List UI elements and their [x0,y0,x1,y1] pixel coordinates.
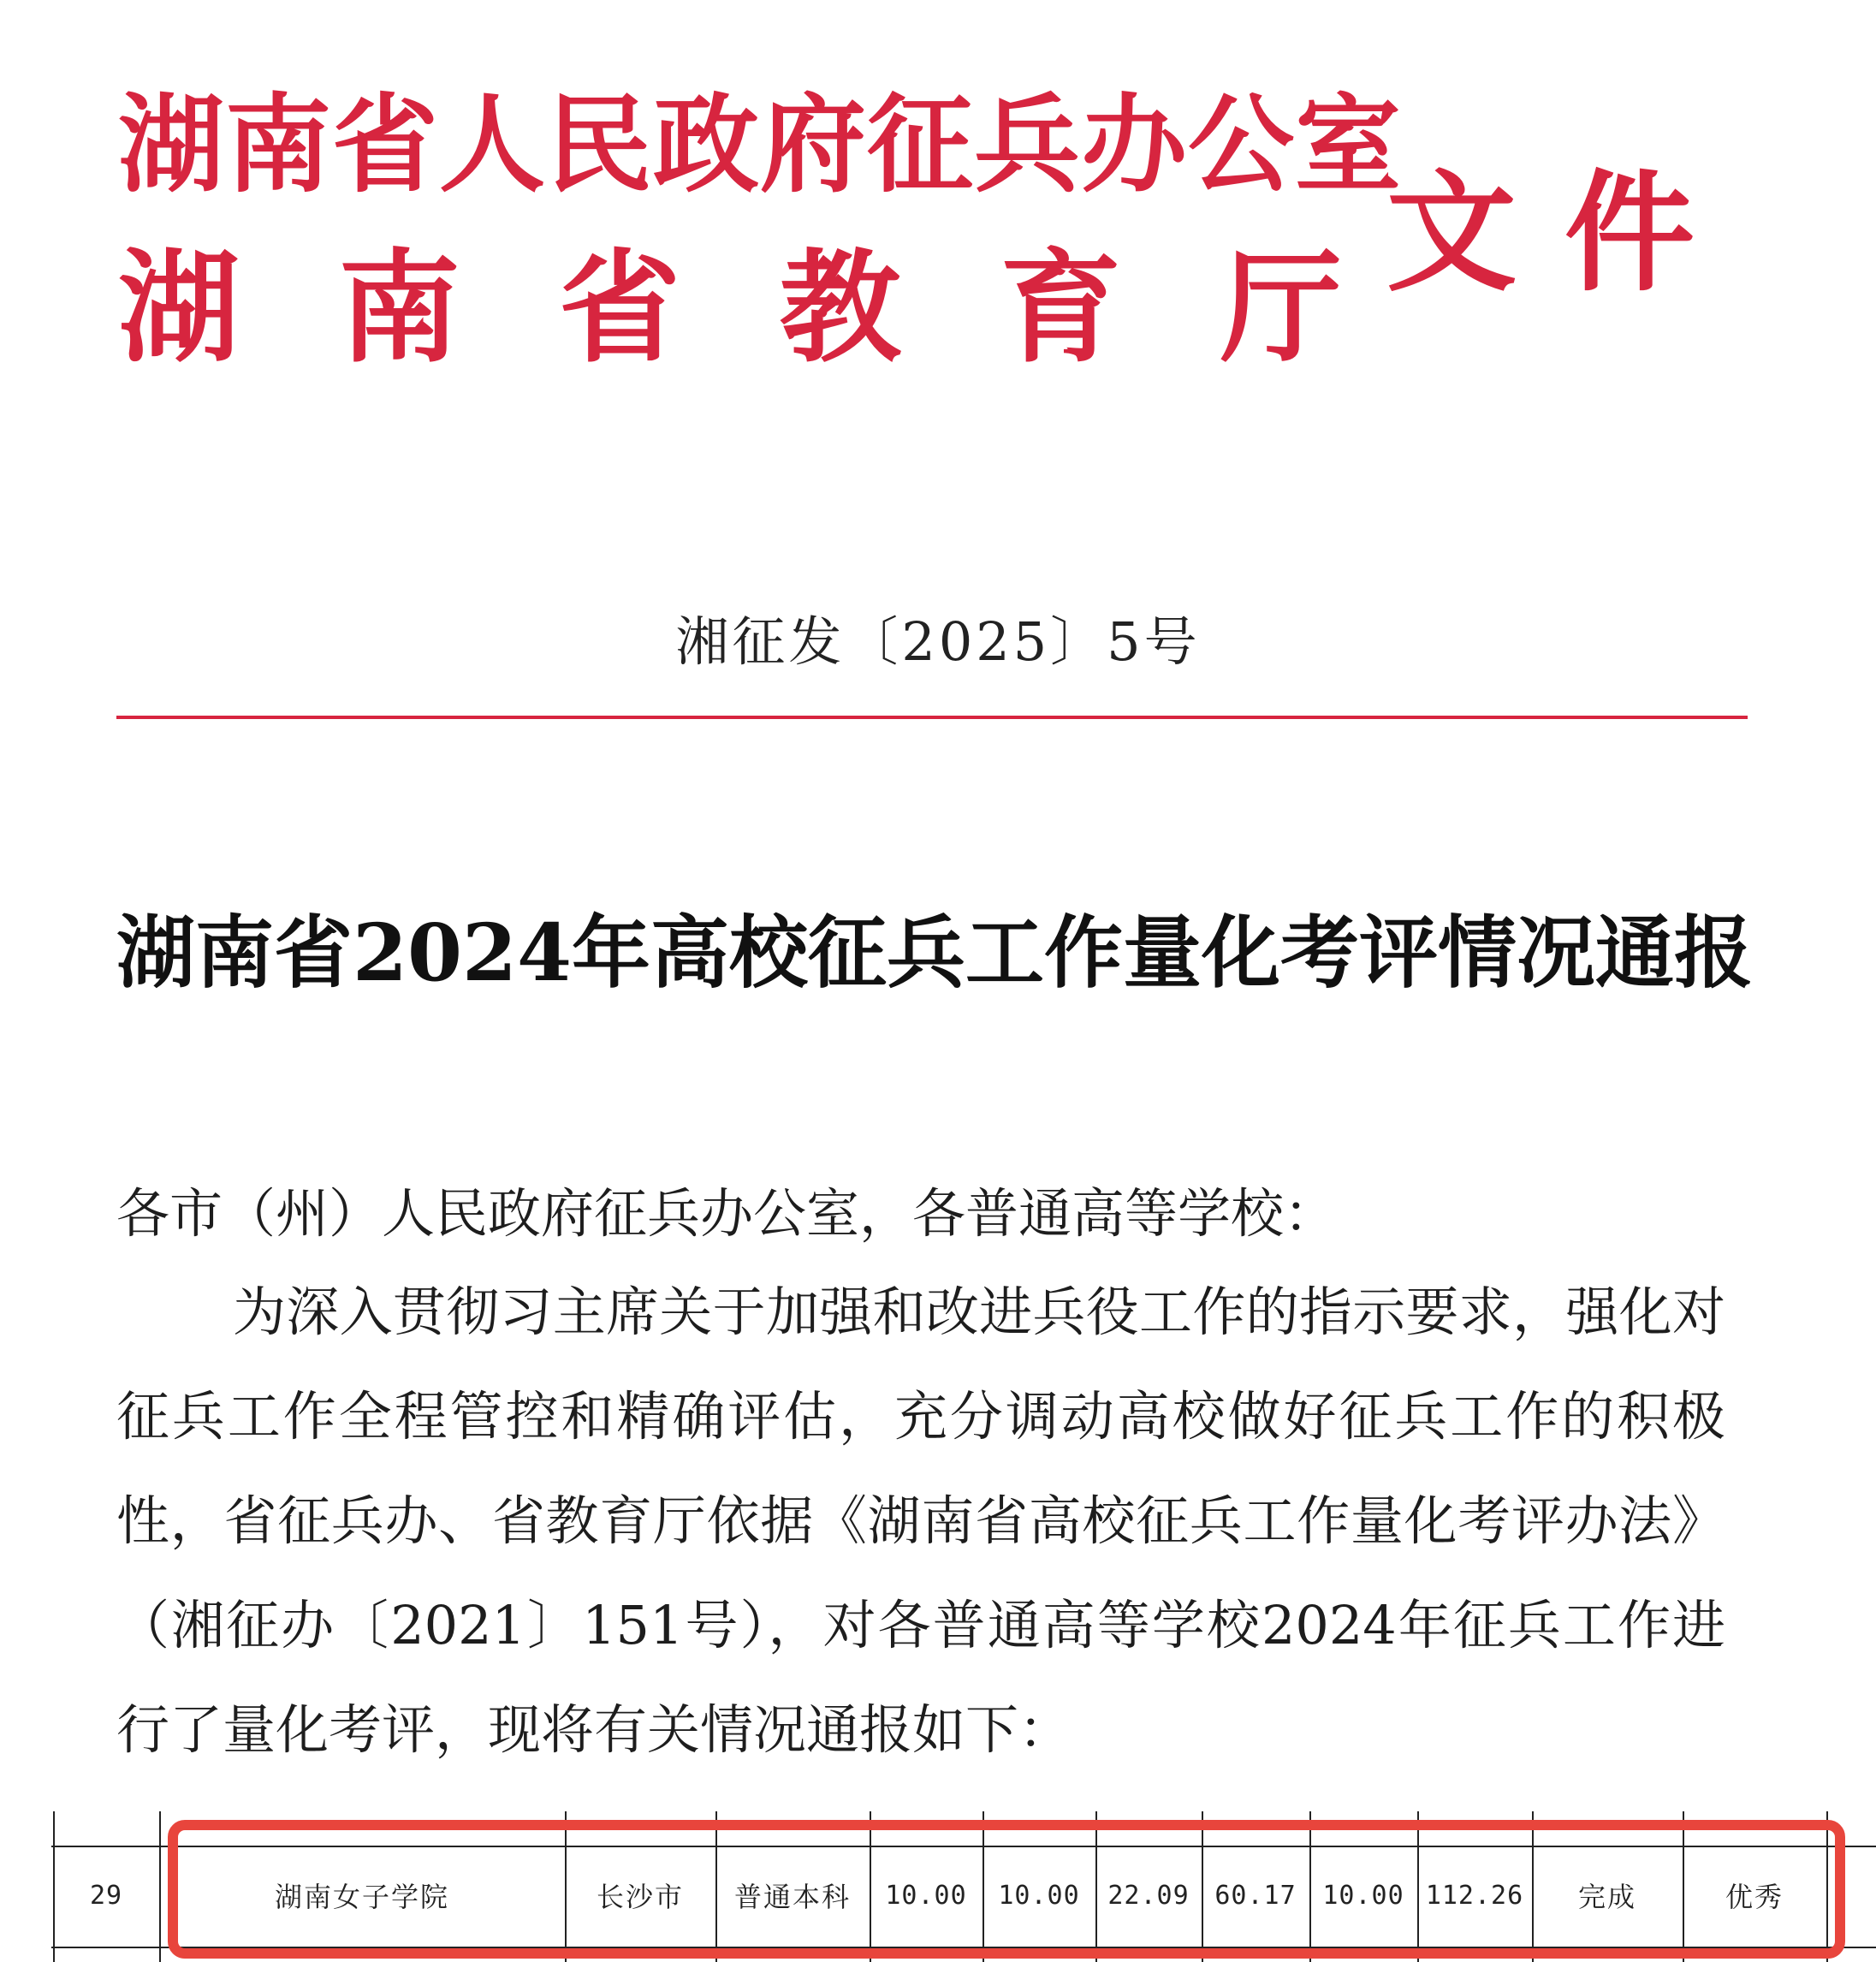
issuer-line-2 [118,229,1342,379]
issuer-char: 教 [779,237,901,379]
issuer-char: 省 [559,237,681,379]
document-type-label [1386,154,1695,309]
issuer-char: 厅 [1220,237,1342,379]
cell-score: 10.00 [1322,1880,1404,1911]
highlight-box [168,1820,1845,1959]
issuer-char: 南 [338,237,460,379]
cell-score: 60.17 [1214,1880,1297,1911]
document-type-char: 件 [1564,156,1695,309]
cell-score: 10.00 [885,1880,967,1911]
cell-score: 10.00 [998,1880,1080,1911]
cell-city: 长沙市 [596,1881,684,1913]
document-title: 湖南省2024年高校征兵工作量化考评情况通报 [116,907,1754,999]
cell-score: 22.09 [1107,1880,1190,1911]
cell-school: 湖南女子学院 [274,1881,449,1913]
body-paragraph: 为深入贯彻习主席关于加强和改进兵役工作的指示要求，强化对征兵工作全程管控和精确评估，充分调动高校做好征兵工作的积极性，省征兵办、省教育厅依据《湖南省高校征兵工作量化考评办法》（湘征办〔2021〕151号），对各普通高等学校2024年征兵工作进行了量化考评，现将有关情况通报如下： [116,1281,1725,1761]
cell-index: 29 [89,1880,123,1911]
cell-type: 普通本科 [733,1881,851,1913]
document-number: 湘征发〔2025〕5号 [675,610,1201,673]
issuer-char: 育 [1000,237,1122,379]
issuer-line-1: 湖南省人民政府征兵办公室 [118,83,1403,207]
cell-rating: 优秀 [1725,1881,1784,1913]
document-type-char: 文 [1386,156,1517,309]
issuer-char: 湖 [118,237,240,379]
red-divider [116,716,1748,719]
cell-total-score: 112.26 [1425,1880,1524,1911]
salutation: 各市（州）人民政府征兵办公室，各普通高等学校： [116,1182,1338,1245]
cell-completion: 完成 [1577,1881,1636,1913]
